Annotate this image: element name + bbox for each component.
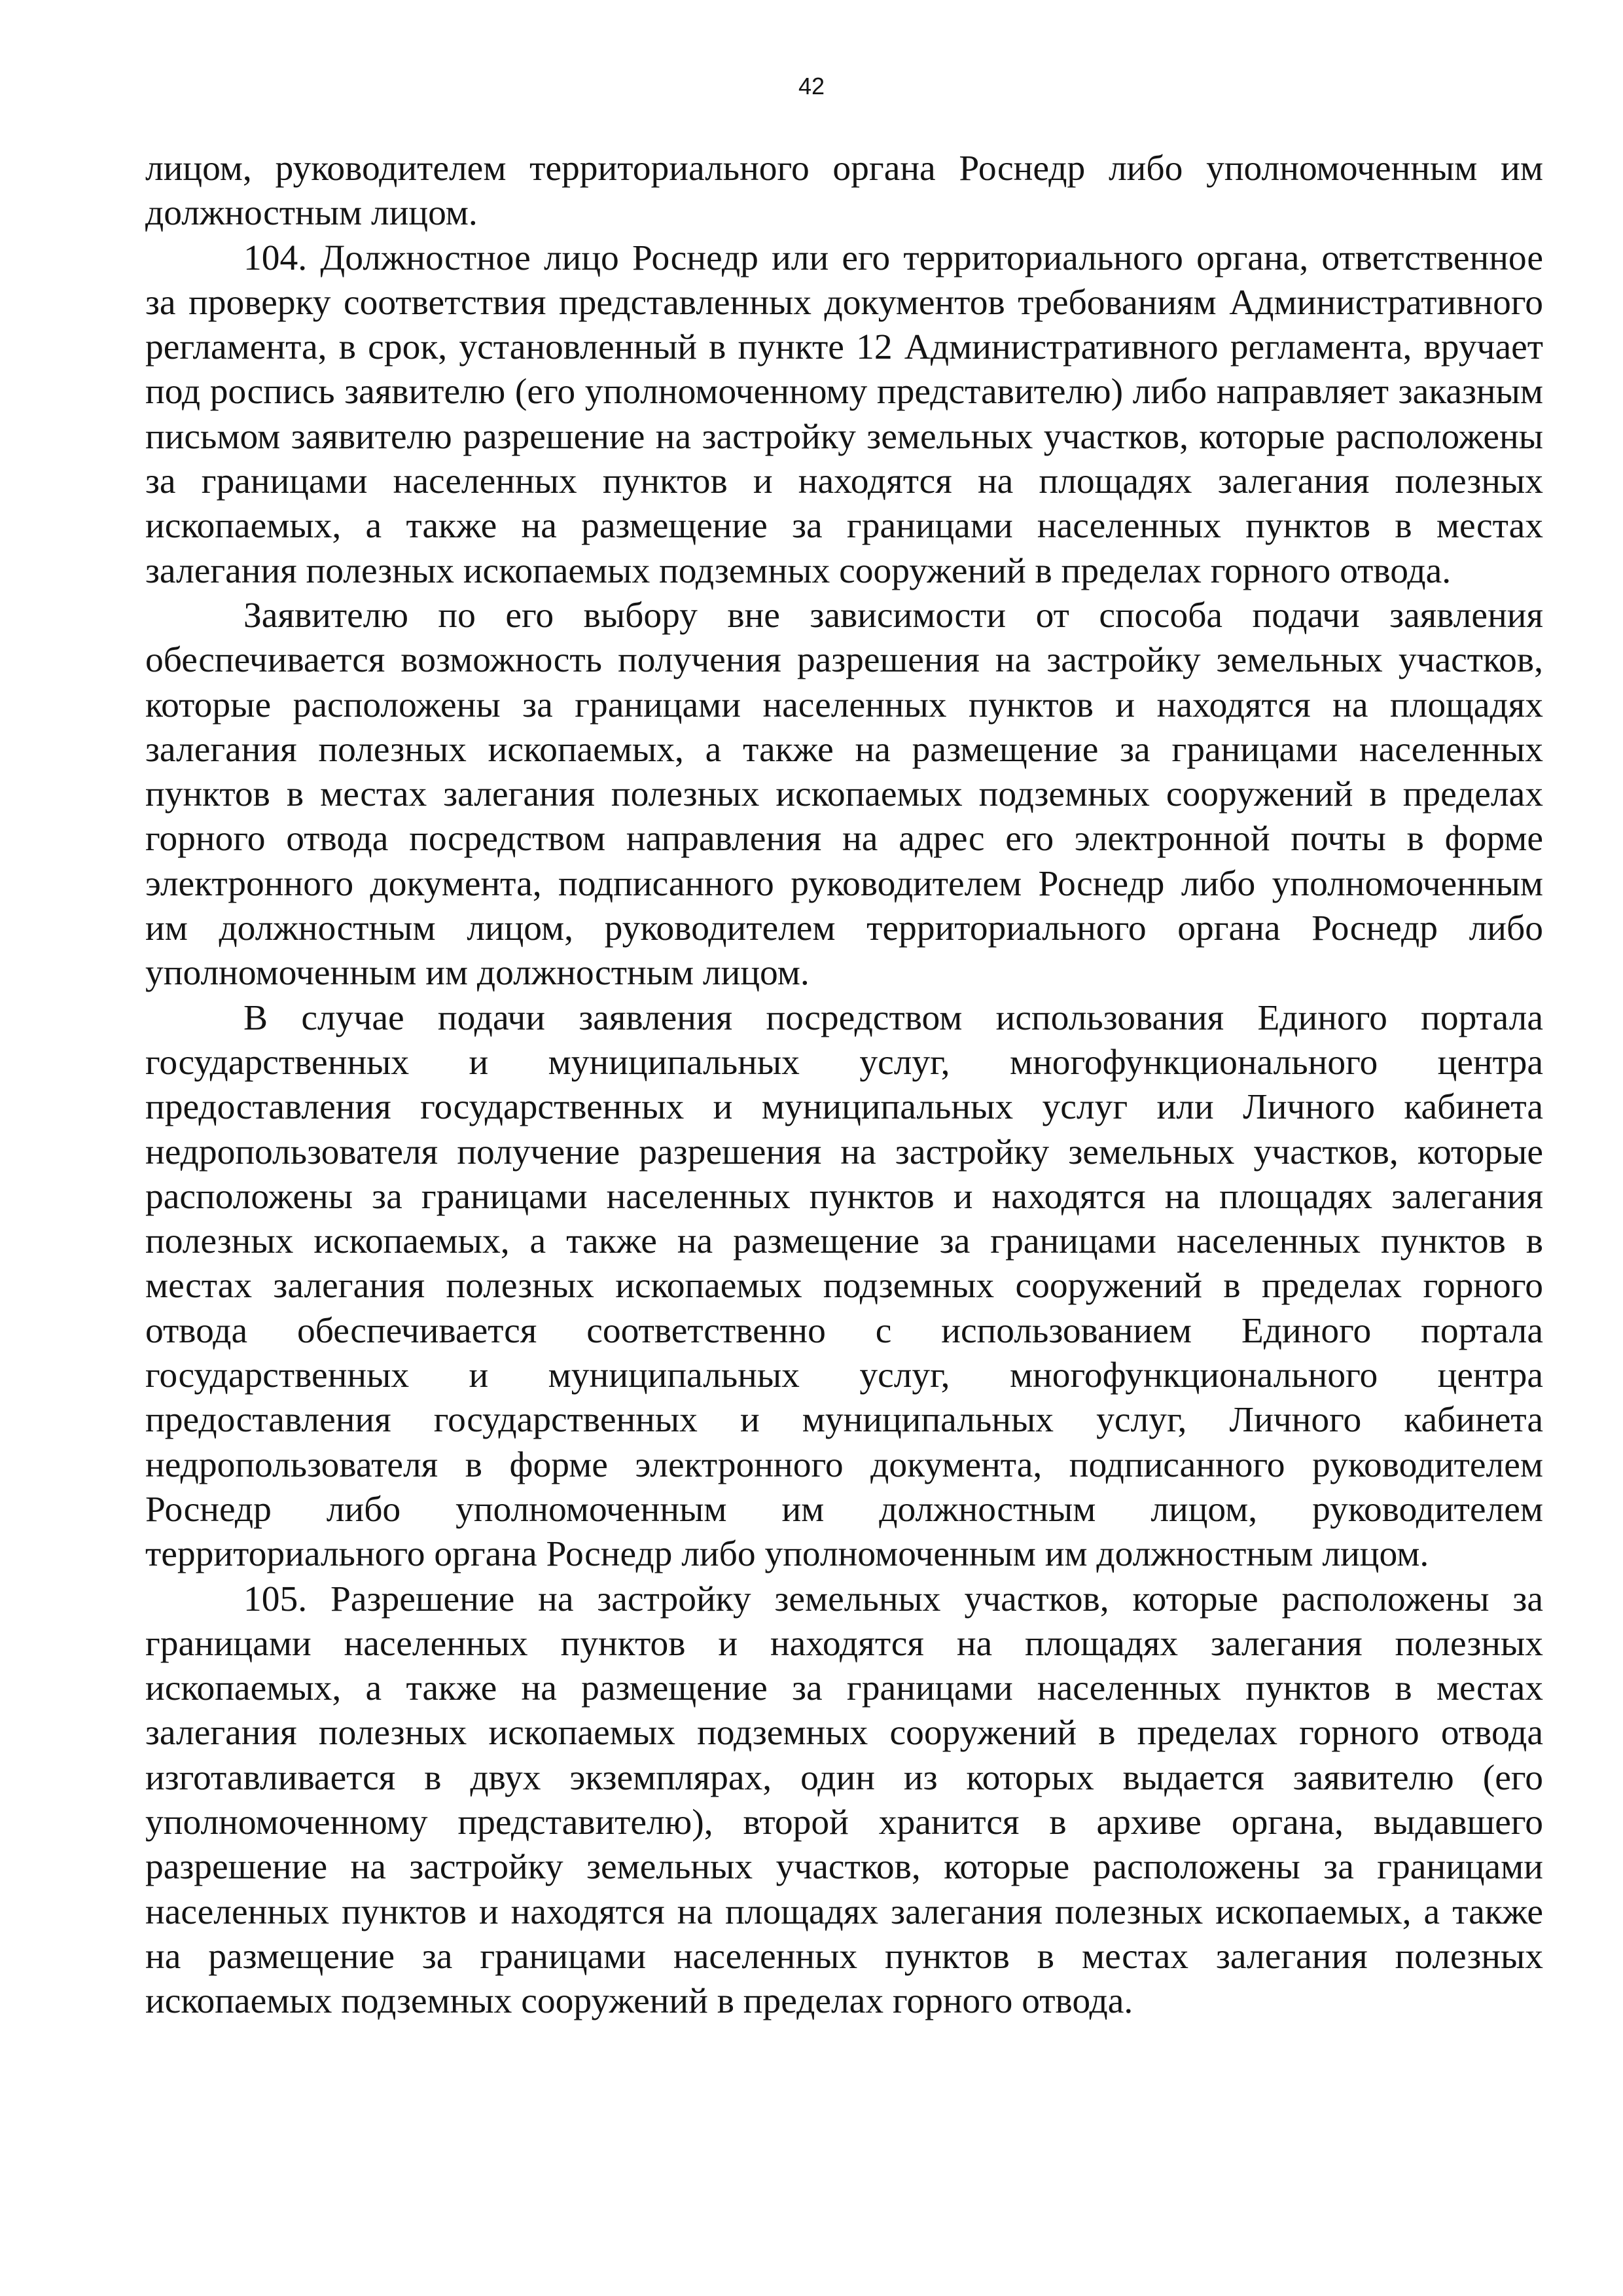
paragraph-item-104: 104. Должностное лицо Роснедр или его территориального органа, ответственное за проверку соответствия представленных документов требованиям Административного регламента, в срок, установленный в пункте 12 Административного регламента, вручает под роспись заявителю (его уполномоченному представителю) либо направляет заказным письмом заявителю разрешение на застройку земельных участков, которые расположены за границами населенных пунктов и находятся на площадях залегания полезных ископаемых, а также на размещение за границами населенных пунктов в местах залегания полезных ископаемых подземных сооружений в пределах горного отвода. [145,238,1543,591]
paragraph-portal-delivery: В случае подачи заявления посредством использования Единого портала государственных и муниципальных услуг, многофункционального центра предоставления государственных и муниципальных услуг или Личного кабинета недропользователя получение разрешения на застройку земельных участков, которые расположены за границами населенных пунктов и находятся на площадях залегания полезных ископаемых, а также на размещение за границами населенных пунктов в местах залегания полезных ископаемых подземных сооружений в пределах горного отвода обеспечивается соответственно с использованием Единого портала государственных и муниципальных услуг, многофункционального центра предоставления государственных и муниципальных услуг, Личного кабинета недропользователя в форме электронного документа, подписанного руководителем Роснедр либо уполномоченным им должностным лицом, руководителем территориального органа Роснедр либо уполномоченным им должностным лицом. [145,997,1543,1575]
paragraph-item-105: 105. Разрешение на застройку земельных участков, которые расположены за границами населенных пунктов и находятся на площадях залегания полезных ископаемых, а также на размещение за границами населенных пунктов в местах залегания полезных ископаемых подземных сооружений в пределах горного отвода изготавливается в двух экземплярах, один из которых выдается заявителю (его уполномоченному представителю), второй хранится в архиве органа, выдавшего разрешение на застройку земельных участков, которые расположены за границами населенных пунктов и находятся на площадях залегания полезных ископаемых, а также на размещение за границами населенных пунктов в местах залегания полезных ископаемых подземных сооружений в пределах горного отвода. [145,1579,1543,2022]
paragraph-electronic-delivery: Заявителю по его выбору вне зависимости от способа подачи заявления обеспечивается возможность получения разрешения на застройку земельных участков, которые расположены за границами населенных пунктов и находятся на площадях залегания полезных ископаемых, а также на размещение за границами населенных пунктов в местах залегания полезных ископаемых подземных сооружений в пределах горного отвода посредством направления на адрес его электронной почты в форме электронного документа, подписанного руководителем Роснедр либо уполномоченным им должностным лицом, руководителем территориального органа Роснедр либо уполномоченным им должностным лицом. [145,595,1543,994]
document-body [145,147,1543,2024]
page-number: 42 [798,73,825,99]
paragraph-continuation: лицом, руководителем территориального органа Роснедр либо уполномоченным им должностным лицом. [145,149,1543,234]
